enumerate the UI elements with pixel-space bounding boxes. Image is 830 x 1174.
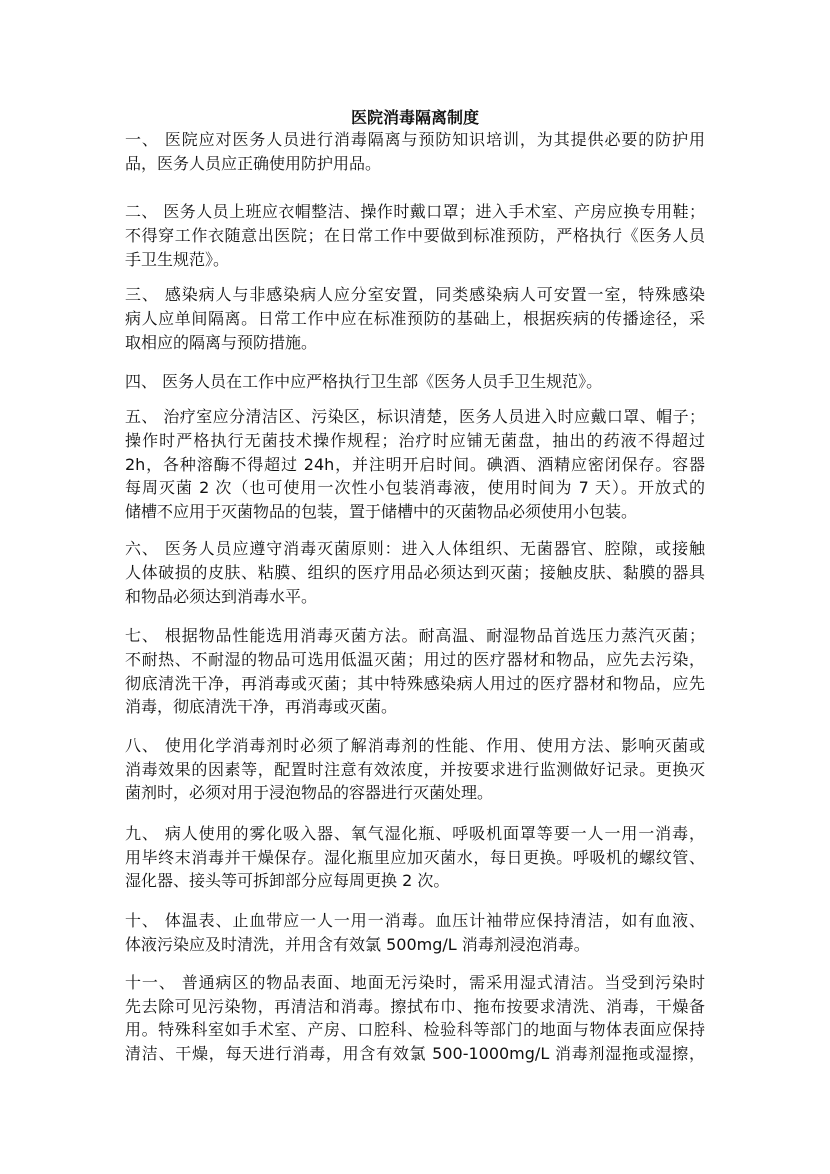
paragraph-line: 三、 感染病人与非感染病人应分室安置，同类感染病人可安置一室，特殊感染	[125, 285, 705, 305]
paragraph-line: 消毒，彻底清洗干净，再消毒或灭菌。	[125, 697, 398, 717]
paragraph-11	[125, 971, 705, 1066]
paragraph-line: 手卫生规范》。	[125, 249, 230, 269]
paragraph-line: 九、 病人使用的雾化吸入器、氧气湿化瓶、呼吸机面罩等要一人一用一消毒，	[125, 824, 705, 843]
document-body	[125, 107, 705, 1066]
paragraph-line: 湿化器、接头等可拆卸部分应每周更换 2 次。	[125, 871, 450, 891]
paragraph-line: 十、 体温表、止血带应一人一用一消毒。血压计袖带应保持清洁，如有血液、	[125, 911, 705, 931]
paragraph-line: 八、 使用化学消毒剂时必须了解消毒剂的性能、作用、使用方法、影响灭菌或	[125, 735, 705, 755]
paragraph-line: 不耐热、不耐湿的物品可选用低温灭菌；用过的医疗器材和物品，应先去污染，	[125, 649, 705, 669]
document-title: 医院消毒隔离制度	[350, 108, 479, 127]
paragraph-line: 操作时严格执行无菌技术操作规程；治疗时应铺无菌盘，抽出的药液不得超过	[125, 430, 705, 450]
paragraph-line: 清洁、干燥，每天进行消毒，用含有效氯 500-1000mg/L 消毒剂湿拖或湿擦，	[125, 1044, 705, 1063]
paragraph-line: 储槽不应用于灭菌物品的包装，置于储槽中的灭菌物品必须使用小包装。	[125, 501, 638, 521]
paragraph-line: 品，医务人员应正确使用防护用品。	[125, 153, 382, 173]
paragraph-line: 四、 医务人员在工作中应严格执行卫生部《医务人员手卫生规范》。	[125, 371, 603, 391]
paragraph-line: 用毕终末消毒并干燥保存。湿化瓶里应加灭菌水，每日更换。呼吸机的螺纹管、	[125, 847, 705, 867]
paragraph-9	[125, 822, 705, 893]
paragraph-4	[125, 370, 705, 394]
paragraph-line: 取相应的隔离与预防措施。	[125, 332, 318, 352]
paragraph-line: 体液污染应及时清洗，并用含有效氯 500mg/L 消毒剂浸泡消毒。	[125, 934, 590, 954]
paragraph-line: 和物品必须达到消毒水平。	[125, 586, 318, 606]
paragraph-line: 用。特殊科室如手术室、产房、口腔科、检验科等部门的地面与物体表面应保持	[125, 1020, 705, 1040]
paragraph-line: 2h，各种溶酶不得超过 24h，并注明开启时间。碘酒、酒精应密闭保存。容器	[125, 454, 705, 474]
paragraph-line: 六、 医务人员应遵守消毒灭菌原则：进入人体组织、无菌器官、腔隙，或接触	[125, 539, 705, 559]
paragraph-line: 人体破损的皮肤、粘膜、组织的医疗用品必须达到灭菌；接触皮肤、黏膜的器具	[125, 562, 705, 582]
paragraph-line: 十一、 普通病区的物品表面、地面无污染时，需采用湿式清洁。当受到污染时	[125, 972, 705, 992]
paragraph-8	[125, 734, 705, 805]
paragraph-2	[125, 200, 705, 271]
paragraph-6	[125, 537, 705, 608]
paragraph-10	[125, 909, 705, 956]
paragraph-line: 二、 医务人员上班应衣帽整洁、操作时戴口罩；进入手术室、产房应换专用鞋；	[125, 202, 705, 222]
paragraph-3	[125, 283, 705, 354]
paragraph-line: 每周灭菌 2 次（也可使用一次性小包装消毒液，使用时间为 7 天）。开放式的	[125, 478, 705, 498]
paragraph-line: 菌剂时，必须对用于浸泡物品的容器进行灭菌处理。	[125, 783, 494, 803]
paragraph-5	[125, 405, 705, 523]
paragraph-1	[125, 128, 705, 175]
paragraph-7	[125, 624, 705, 719]
paragraph-line: 不得穿工作衣随意出医院；在日常工作中要做到标准预防，严格执行《医务人员	[125, 226, 705, 246]
paragraph-line: 五、 治疗室应分清洁区、污染区，标识清楚，医务人员进入时应戴口罩、帽子；	[125, 407, 705, 427]
paragraph-line: 病人应单间隔离。日常工作中应在标准预防的基础上，根据疾病的传播途径，采	[125, 309, 705, 329]
paragraph-line: 七、 根据物品性能选用消毒灭菌方法。耐高温、耐湿物品首选压力蒸汽灭菌；	[125, 626, 705, 646]
paragraph-line: 一、 医院应对医务人员进行消毒隔离与预防知识培训，为其提供必要的防护用	[125, 130, 705, 149]
paragraph-line: 彻底清洗干净，再消毒或灭菌；其中特殊感染病人用过的医疗器材和物品，应先	[125, 673, 705, 693]
paragraph-line: 消毒效果的因素等，配置时注意有效浓度，并按要求进行监测做好记录。更换灭	[125, 759, 705, 779]
paragraph-line: 先去除可见污染物，再清洁和消毒。擦拭布巾、拖布按要求清洗、消毒，干燥备	[125, 996, 705, 1016]
